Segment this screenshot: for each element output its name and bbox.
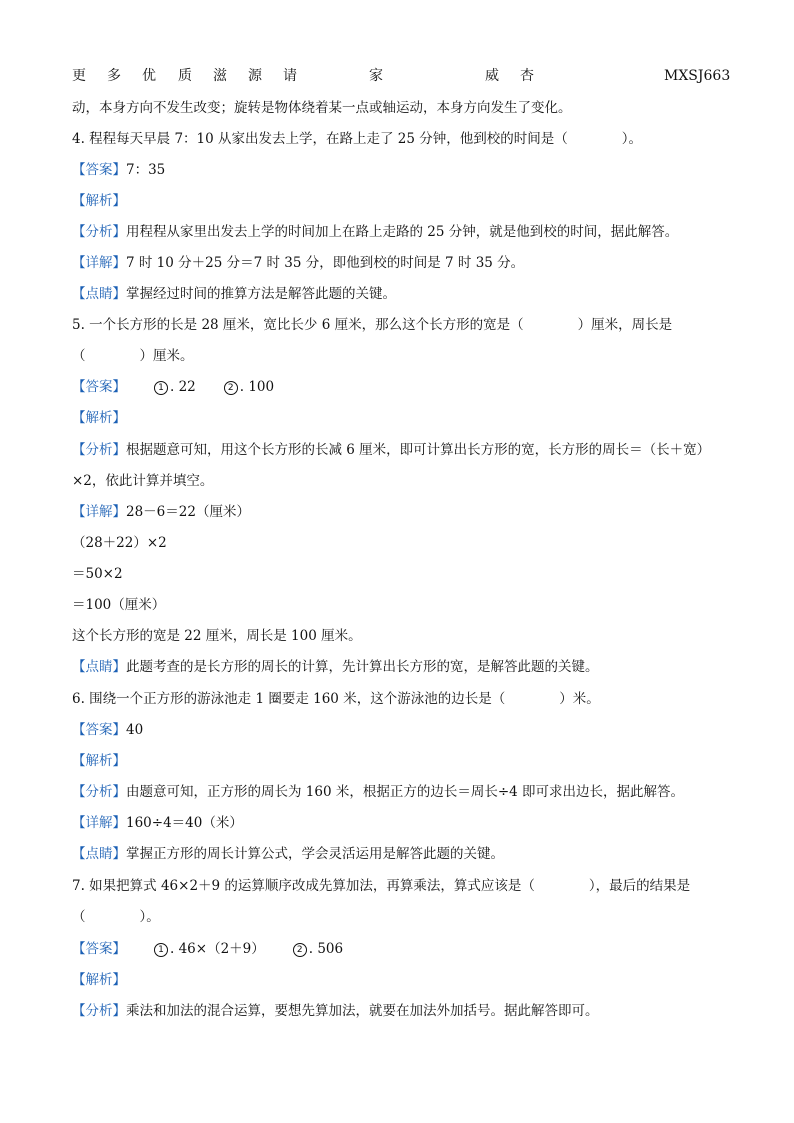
q6-answer: 40 bbox=[126, 722, 144, 738]
q5-fenxi-2: ×2，依此计算并填空。 bbox=[72, 473, 214, 489]
fenxi-tag: 【分析】 bbox=[72, 784, 126, 800]
q5-fenxi-1: 根据题意可知，用这个长方形的长减 6 厘米，即可计算出长方形的宽，长方形的周长＝（长＋宽） bbox=[126, 442, 711, 458]
q6-question: 6. 围绕一个正方形的游泳池走 1 圈要走 160 米，这个游泳池的边长是（ ）米。 bbox=[72, 691, 600, 707]
q5-detail-2: （28＋22）×2 bbox=[72, 535, 167, 551]
q6-fenxi-line bbox=[72, 782, 742, 802]
q6-dianjing: 掌握正方形的周长计算公式，学会灵活运用是解答此题的关键。 bbox=[126, 846, 504, 862]
q4-analysis-line bbox=[72, 191, 742, 211]
q7-question-2: （ ）。 bbox=[72, 909, 160, 925]
circled-number-1: 1 bbox=[154, 943, 168, 957]
q7-analysis-line bbox=[72, 970, 742, 990]
q7-question-1: 7. 如果把算式 46×2＋9 的运算顺序改成先算加法，再算乘法，算式应该是（ ），最后的结果是 bbox=[72, 878, 691, 894]
header-char: 请 bbox=[283, 68, 297, 84]
q7-answer-line bbox=[72, 939, 742, 959]
q5-question-1: 5. 一个长方形的长是 28 厘米，宽比长少 6 厘米，那么这个长方形的宽是（ ）厘米，周长是 bbox=[72, 317, 673, 333]
q4-question: 4. 程程每天早晨 7：10 从家出发去上学，在路上走了 25 分钟，他到校的时间是（ ）。 bbox=[72, 131, 643, 147]
circled-number-2: 2 bbox=[224, 381, 238, 395]
q6-detail: 160÷4＝40（米） bbox=[126, 815, 243, 831]
fenxi-tag: 【分析】 bbox=[72, 442, 126, 458]
q7-answer-1-text: . 46×（2＋9） bbox=[170, 941, 265, 957]
answer-tag: 【答案】 bbox=[72, 941, 126, 957]
q4-dianjing: 掌握经过时间的推算方法是解答此题的关键。 bbox=[126, 286, 396, 302]
q5-answer-1 bbox=[154, 377, 196, 397]
q5-dianjing-line bbox=[72, 657, 742, 677]
q4-dianjing-line bbox=[72, 284, 742, 304]
q6-fenxi: 由题意可知，正方形的周长为 160 米，根据正方的边长＝周长÷4 即可求出边长，据此解答。 bbox=[126, 784, 685, 800]
q7-answer-2-text: . 506 bbox=[308, 941, 344, 957]
q5-answer-2-text: . 100 bbox=[239, 379, 275, 395]
answer-tag: 【答案】 bbox=[72, 379, 126, 395]
q4-answer: 7：35 bbox=[126, 162, 166, 178]
q6-dianjing-line bbox=[72, 844, 742, 864]
detail-tag: 【详解】 bbox=[72, 504, 126, 520]
q4-detail: 7 时 10 分＋25 分＝7 时 35 分，即他到校的时间是 7 时 35 分。 bbox=[126, 255, 525, 271]
q7-fenxi: 乘法和加法的混合运算，要想先算加法，就要在加法外加括号。据此解答即可。 bbox=[126, 1003, 599, 1019]
dianjing-tag: 【点睛】 bbox=[72, 846, 126, 862]
q6-answer-line bbox=[72, 720, 742, 740]
q5-detail-1: 28－6＝22（厘米） bbox=[126, 504, 250, 520]
circled-number-1: 1 bbox=[154, 381, 168, 395]
header-code: MXSJ663 bbox=[664, 68, 731, 84]
q6-analysis-line bbox=[72, 751, 742, 771]
header-char: 质 bbox=[178, 68, 192, 84]
page-header bbox=[72, 66, 731, 86]
dianjing-tag: 【点睛】 bbox=[72, 286, 126, 302]
header-char: 源 bbox=[248, 68, 262, 84]
q5-detail-3: ＝50×2 bbox=[72, 566, 123, 582]
q7-fenxi-line bbox=[72, 1001, 742, 1021]
answer-tag: 【答案】 bbox=[72, 162, 126, 178]
fenxi-tag: 【分析】 bbox=[72, 1003, 126, 1019]
q5-dianjing: 此题考查的是长方形的周长的计算，先计算出长方形的宽，是解答此题的关键。 bbox=[126, 659, 599, 675]
q5-detail-4: ＝100（厘米） bbox=[72, 597, 166, 613]
analysis-tag: 【解析】 bbox=[72, 193, 126, 209]
q4-fenxi: 用程程从家里出发去上学的时间加上在路上走路的 25 分钟，就是他到校的时间，据此解答。 bbox=[126, 224, 679, 240]
answer-tag: 【答案】 bbox=[72, 722, 126, 738]
q5-answer-2 bbox=[224, 377, 274, 397]
header-char: 家 bbox=[369, 68, 383, 84]
header-char: 威 bbox=[485, 68, 499, 84]
q7-answer-2 bbox=[293, 939, 343, 959]
q4-detail-line bbox=[72, 253, 742, 273]
q5-answer-line bbox=[72, 377, 742, 397]
detail-tag: 【详解】 bbox=[72, 815, 126, 831]
dianjing-tag: 【点睛】 bbox=[72, 659, 126, 675]
q5-fenxi-line-1 bbox=[72, 440, 742, 460]
circled-number-2: 2 bbox=[293, 943, 307, 957]
detail-tag: 【详解】 bbox=[72, 255, 126, 271]
header-char: 优 bbox=[142, 68, 156, 84]
q6-detail-line bbox=[72, 813, 742, 833]
q4-fenxi-line bbox=[72, 222, 742, 242]
intro-text: 动，本身方向不发生改变；旋转是物体绕着某一点或轴运动，本身方向发生了变化。 bbox=[72, 100, 572, 116]
q5-question-2: （ ）厘米。 bbox=[72, 348, 194, 364]
fenxi-tag: 【分析】 bbox=[72, 224, 126, 240]
header-char: 更 bbox=[72, 68, 86, 84]
q5-analysis-line bbox=[72, 408, 742, 428]
q5-answer-1-text: . 22 bbox=[170, 379, 196, 395]
header-char: 杏 bbox=[520, 68, 534, 84]
q5-detail-line bbox=[72, 502, 742, 522]
header-char: 滋 bbox=[213, 68, 227, 84]
q4-answer-line bbox=[72, 160, 742, 180]
analysis-tag: 【解析】 bbox=[72, 753, 126, 769]
analysis-tag: 【解析】 bbox=[72, 410, 126, 426]
q5-detail-5: 这个长方形的宽是 22 厘米，周长是 100 厘米。 bbox=[72, 628, 362, 644]
q7-answer-1 bbox=[154, 939, 265, 959]
analysis-tag: 【解析】 bbox=[72, 972, 126, 988]
header-char: 多 bbox=[107, 68, 121, 84]
